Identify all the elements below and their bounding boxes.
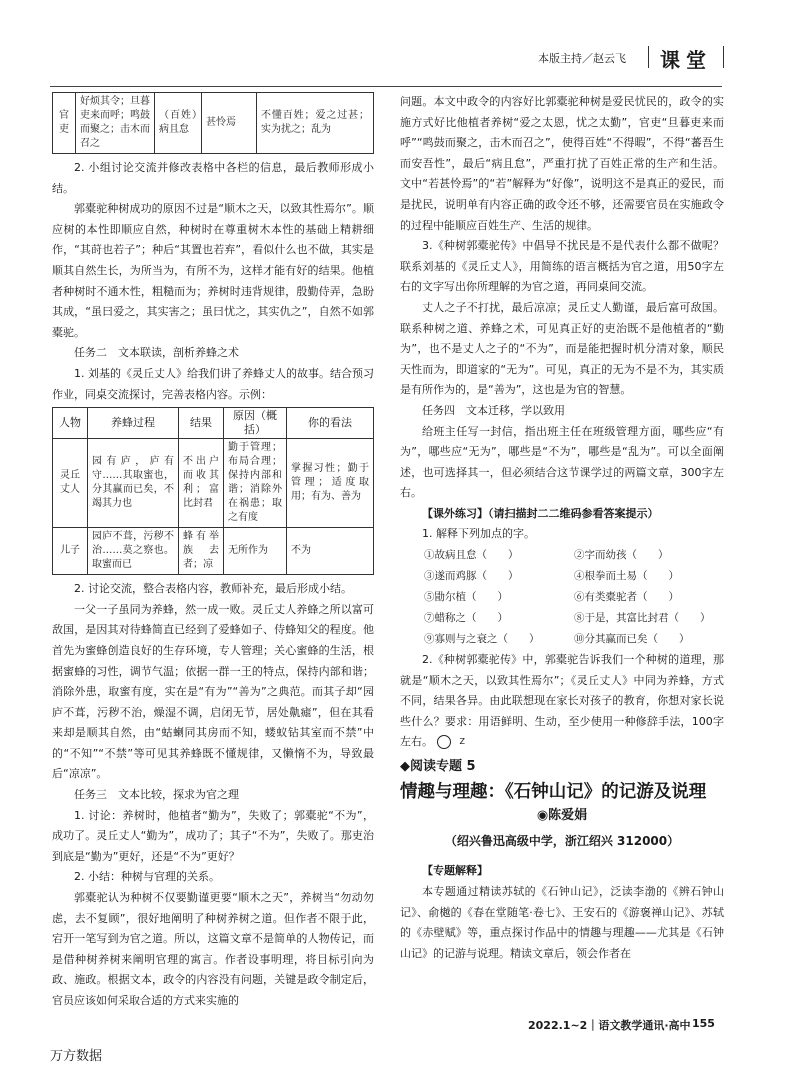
table-cell: 勤于管理；布局合理；保持内部和谐；消除外在祸患；取之有度 <box>224 439 287 528</box>
task-heading: 任务三 文本比较，探求为官之理 <box>74 788 239 802</box>
exercise-items <box>400 545 724 650</box>
author-affiliation: （绍兴鲁迅高级中学，浙江绍兴 312000） <box>444 833 680 848</box>
table-row <box>53 528 374 575</box>
table-cell: 儿子 <box>53 528 88 575</box>
page-number: 155 <box>692 1017 715 1030</box>
task-heading: 任务二 文本联读，剖析养蜂之术 <box>74 346 239 360</box>
table-header-row <box>53 408 374 439</box>
column-header: 你的看法 <box>287 408 374 439</box>
exercise-item: ⑧于是，其富比封君（ ） <box>574 612 711 625</box>
header-divider <box>648 46 649 68</box>
right-column <box>400 92 724 964</box>
paragraph: 2. 讨论交流，整合表格内容，教师补充，最后形成小结。 <box>74 582 352 596</box>
paragraph: 郭橐驼种树成功的原因不过是“顺木之天，以致其性焉尔”。顺应树的本性即顺应自然，种树时在尊重树木本性的基础上精耕细作，“其莳也若子”；种后“其置也若弃”，看似什么也不做，其实是顺其自然生长，为所当为，有所不为，这样才能有好的结果。他植者种树时不通木性，粗糙而为；养树时违背规律，殷勤侍弄，急盼其成，“虽曰爱之，其实害之；虽曰忧之，其实仇之”，自然不如郭橐驼。 <box>52 202 374 339</box>
beekeeping-table <box>52 407 374 575</box>
paragraph: 本专题通过精读苏轼的《石钟山记》，泛读李渤的《辨石钟山记》、俞樾的《春在堂随笔·卷七》、王安石的《游褒禅山记》、苏轼的《赤壁赋》等，重点探讨作品中的情趣与理趣——尤其是《石钟山记》的记游与说理。精读文章后，领会作者在 <box>400 885 724 960</box>
exercise-item: ④根拳而土易（ ） <box>574 570 679 583</box>
paragraph: 2. 小结：种树与官理的关系。 <box>74 870 220 884</box>
page-footer <box>528 1017 728 1035</box>
column-header: 原因（概括） <box>224 408 287 439</box>
table-cell: （百姓）病且怠 <box>155 93 202 154</box>
topic-label: ◆阅读专题 5 <box>400 759 476 775</box>
exercise-question: 1. 解释下列加点的字。 <box>422 527 535 541</box>
paragraph: 2. 小组讨论交流并修改表格中各栏的信息，最后教师形成小结。 <box>52 161 374 195</box>
table-cell: 官吏 <box>53 93 76 154</box>
editor-credit: 本版主持／赵云飞 <box>538 52 626 65</box>
column-header: 养蜂过程 <box>88 408 179 439</box>
header-rule <box>50 86 722 87</box>
table-cell: 不懂百姓；爱之过甚；实为扰之；乱为 <box>257 93 374 154</box>
article-title: 情趣与理趣：《石钟山记》的记游及说理 <box>400 781 707 802</box>
paragraph: 1. 刘基的《灵丘丈人》给我们讲了养蜂丈人的故事。结合预习作业，同桌交流探讨，完善表格内容。示例： <box>52 366 374 401</box>
watermark: 万方数据 <box>50 1049 103 1064</box>
paragraph: 问题。本文中政令的内容好比郭橐驼种树是爱民忧民的，政令的实施方式好比他植者养树“爱之太恩，忧之太勤”，官吏“旦暮吏来而呼”“鸣鼓而聚之，击木而召之”，使得百姓“不得暇”，不得“蕃吾生而安吾性”，最后“病且怠”，严重打扰了百姓正常的生产和生活。文中“若甚怜焉”的“若”解释为“好像”，说明这不是真正的爱民，而是扰民，说明单有内容正确的政令还不够，还需要官员在实施政令的过程中能顺应百姓生产、生活的规律。 <box>400 95 724 232</box>
paragraph: 1. 讨论：养树时，他植者“勤为”，失败了；郭橐驼“不为”，成功了。灵丘丈人“勤为”，成功了；其子“不为”，失败了。那吏治到底是“勤为”更好，还是“不为”更好？ <box>52 808 374 863</box>
table-cell: 灵丘丈人 <box>53 439 88 528</box>
exercise-question <box>400 650 724 753</box>
topic-explanation-heading: 【专题解释】 <box>422 864 488 878</box>
article-author: ◉陈爱娟 <box>536 808 588 824</box>
exercise-item: ⑦蜡称之（ ） <box>424 612 508 625</box>
exercise-item: ③遂而鸡豚（ ） <box>424 570 519 583</box>
table-cell: 甚怜焉 <box>202 93 257 154</box>
left-column <box>52 92 374 1012</box>
table-cell: 园庐不葺，污秽不治……莫之察也。取蜜而已 <box>88 528 179 575</box>
exercise-item: ⑥有类橐驼者（ ） <box>574 591 679 604</box>
table-row <box>53 93 374 154</box>
table-cell: 掌握习性；勤于管理；适度取用；有为、善为 <box>287 439 374 528</box>
table-cell: 无所作为 <box>224 528 287 575</box>
exercise-item: ⑨寡则与之衰之（ ） <box>424 633 540 646</box>
table-row <box>53 439 374 528</box>
exercise-item: ②字而幼孩（ ） <box>574 549 669 562</box>
exercise-question-text: 2.《种树郭橐驼传》中，郭橐驼告诉我们一个种树的道理，那就是“顺木之天，以致其性焉尔”；《灵丘丈人》中同为养蜂，方式不同，结果各异。由此联想现在家长对孩子的教育，你想对家长说些什么？要求：用语鲜明、生动，至少使用一种修辞手法，100字左右。 <box>400 653 724 749</box>
task-heading: 任务四 文本迁移，学以致用 <box>422 403 565 417</box>
table-cell: 不为 <box>287 528 374 575</box>
exercise-item: ⑤勖尔植（ ） <box>424 591 508 604</box>
table-cell: 好烦其令；旦暮吏来而呼；鸣鼓而聚之；击木而召之 <box>76 93 155 154</box>
column-header: 人物 <box>53 408 88 439</box>
paragraph: 郭橐驼认为种树不仅要勤谨更要“顺木之天”，养树当“勿动勿虑，去不复顾”，很好地阐明了种树养树之道。但作者不限于此，宕开一笔写到为官之道。所以，这篇文章不是简单的人物传记，而是借种树养树来阐明官理的寓言。作者设事明理，将目标引向为政、施政。根据文本，政令的内容没有问题，关键是政令制定后，官员应该如何采取合适的方式来实施的 <box>52 891 374 1007</box>
paragraph: 丈人之子不打扰，最后凉凉；灵丘丈人勤谨，最后富可敌国。联系种树之道、养蜂之术，可见真正好的吏治既不是他植者的“勤为”，也不是丈人之子的“不为”，而是能把握时机分清对象，顺民天性而为，即道家的“无为”。可见，真正的无为不是不为，其实质是有所作为的，是“善为”，这也是为官的智慧。 <box>400 300 724 397</box>
header-divider-right <box>723 46 724 68</box>
exercise-heading: 【课外练习】（请扫描封二二维码参看答案提示） <box>422 506 659 520</box>
exercise-item: ①故病且怠（ ） <box>424 549 519 562</box>
officials-table <box>52 92 374 154</box>
table-cell: 不出户而收其利；富比封君 <box>179 439 224 528</box>
paragraph: 3.《种树郭橐驼传》中倡导不扰民是不是代表什么都不做呢？联系刘基的《灵丘丈人》，用简练的语言概括为官之道，用50字左右的文字写出你所理解的为官之道，再同桌间交流。 <box>400 239 724 294</box>
paragraph: 给班主任写一封信，指出班主任在班级管理方面，哪些应“有为”，哪些应“无为”，哪些是“不为”，哪些是“乱为”。可以全面阐述，也可选择其一，但必须结合这节课学过的两篇文章，300字左右。 <box>400 424 724 500</box>
exercise-item: ⑩分其赢而已矣（ ） <box>574 633 690 646</box>
end-mark-icon: Z <box>437 735 451 749</box>
section-title: 课堂 <box>660 48 712 72</box>
page-header <box>520 42 750 72</box>
table-cell: 蜂有举族去者；凉 <box>179 528 224 575</box>
column-header: 结果 <box>179 408 224 439</box>
issue-label: 2022.1~2｜语文教学通讯·高中 <box>528 1019 691 1032</box>
table-cell: 园有庐，庐有守……其取蜜也，分其赢而已矣，不竭其力也 <box>88 439 179 528</box>
paragraph: 一父一子虽同为养蜂，然一成一败。灵丘丈人养蜂之所以富可敌国，是因其对待蜂简直已经到了爱蜂如子、侍蜂知父的程度。他首先为蜜蜂创造良好的生存环境，专人管理；关心蜜蜂的生活，根据蜜蜂的习性，调节气温；依据一群一王的特点，保持内部和谐；消除外患，取蜜有度，实在是“有为”“善为”之典范。而其子却“园庐不葺，污秽不治，燥湿不调，启闭无节，居处鼽瘧”，但在其看来却是顺其自然，由“蛄蝲同其房而不知，蝼蚁钻其室而不禁”中的“不知”“不禁”等可见其养蜂既不懂规律，又懒惰不为，导致最后“凉凉”。 <box>52 602 374 781</box>
